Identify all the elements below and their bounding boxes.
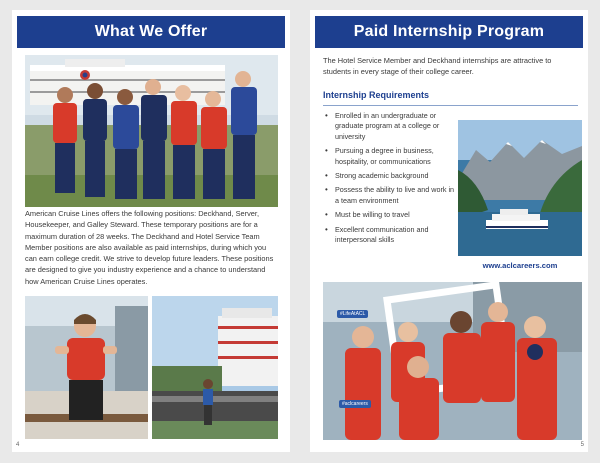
bullet-icon: • — [325, 146, 328, 156]
page-title-banner: What We Offer — [17, 16, 285, 48]
cruise-ship-fjord-photo — [458, 120, 582, 256]
photo-prop-tag: #aclcareers — [339, 400, 371, 408]
bullet-icon: • — [325, 224, 328, 234]
crew-group-photo — [25, 55, 278, 207]
careers-website-link[interactable]: www.aclcareers.com — [482, 261, 558, 270]
list-item: • Must be willing to travel — [325, 210, 410, 220]
internship-intro: The Hotel Service Member and Deckhand internships are attractive to students in every stage of their college career. — [323, 56, 552, 77]
right-page — [310, 10, 588, 452]
photo-prop-tag: #LifeAtACL — [337, 310, 368, 318]
list-item: • Pursuing a degree in business, hospitality, or communications — [325, 146, 434, 166]
page-number: 4 — [16, 442, 20, 448]
bullet-icon: • — [325, 185, 328, 195]
section-title: Internship Requirements — [323, 90, 430, 100]
page-title-banner: Paid Internship Program — [315, 16, 583, 48]
list-item: • Possess the ability to live and work in a team environment — [325, 185, 455, 205]
bullet-icon: • — [325, 171, 328, 181]
left-page — [12, 10, 290, 452]
page-number: 5 — [580, 442, 584, 448]
bullet-icon: • — [325, 111, 328, 120]
list-item: • Enrolled in an undergraduate or graduate program at a college or university — [325, 111, 440, 141]
requirements-list — [324, 111, 457, 249]
riverboat-dock-photo — [152, 296, 278, 439]
section-divider — [323, 105, 578, 106]
interns-group-photo — [323, 282, 582, 440]
offer-description: American Cruise Lines offers the following positions: Deckhand, Server, Housekeeper, and Galley Steward. These temporary positions are for a maximum duration of 28 weeks. The Deckhand and Hotel Service Team Member positions are also available as paid internships, during which you can earn college credit. We strive to develop future leaders. These positions are designed to give you industry experience and a chance to understand how American Cruise Lines operates. — [25, 209, 274, 286]
bullet-icon: • — [325, 210, 328, 220]
list-item: • Excellent communication and interpersonal skills — [325, 224, 429, 245]
crew-member-onboard-photo — [25, 296, 148, 439]
list-item: • Strong academic background — [325, 171, 429, 181]
